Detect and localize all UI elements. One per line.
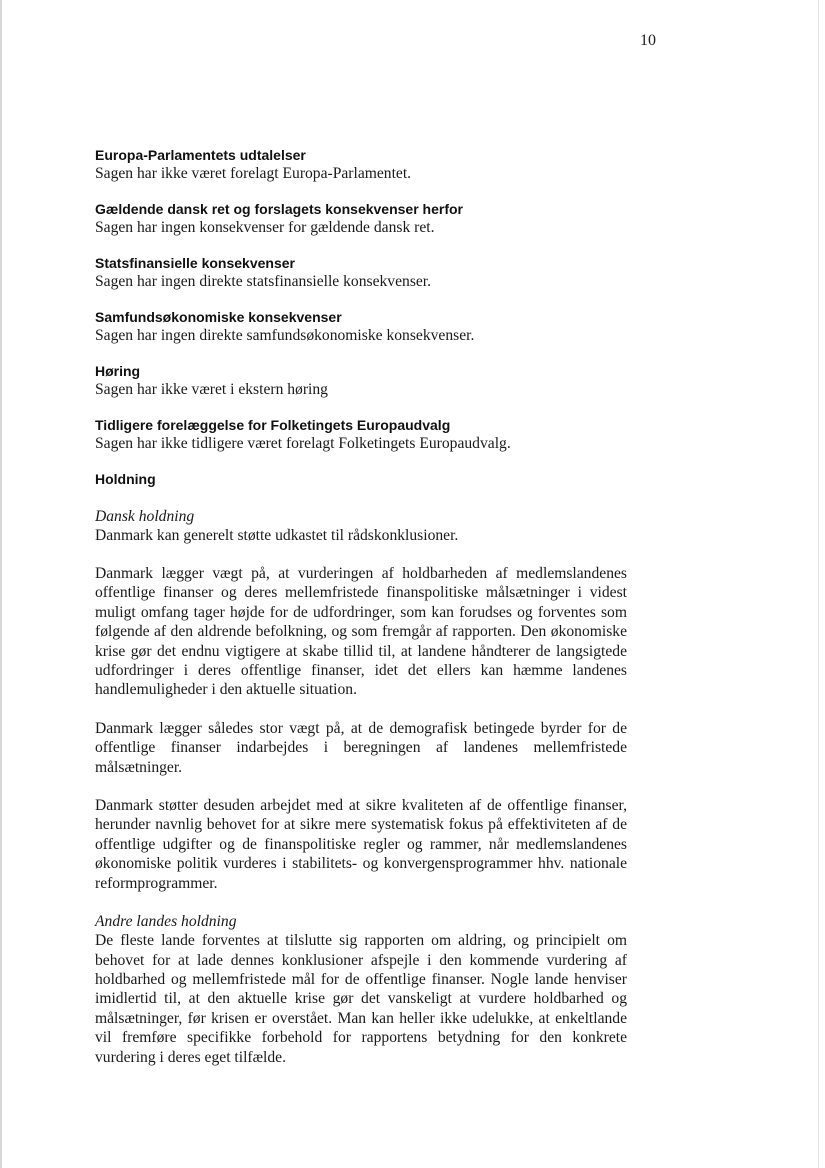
page-number: 10 (640, 32, 656, 49)
section-horing (95, 362, 627, 399)
section-text: Sagen har ikke været forelagt Europa-Parlamentet. (95, 165, 412, 182)
dansk-holdning-paragraph: Danmark lægger vægt på, at vurderingen af holdbarheden af medlemslandenes offentlige finanser og deres mellemfristede finanspolitiske målsætninger i videst muligt omfang tager højde for de udfordringer, som kan forudses og forventes som følgende af den aldrende befolkning, og som fremgår af rapporten. Den økonomiske krise gør det endnu vigtigere at skabe tillid til, at landene håndterer de langsigtede udfordringer i deres offentlige finanser, idet det ellers kan hæmme landenes handlemuligheder i den aktuelle situation. (95, 565, 627, 699)
section-heading: Samfundsøkonomiske konsekvenser (95, 309, 342, 325)
section-text: Sagen har ikke tidligere været forelagt Folketingets Europaudvalg. (95, 435, 511, 452)
section-holdning (95, 470, 627, 488)
section-statsfinansielle (95, 254, 627, 291)
section-europaudvalg (95, 416, 627, 453)
dansk-holdning-block (95, 507, 627, 545)
andre-landes-paragraph: De fleste lande forventes at tilslutte sig rapporten om aldring, og principielt om behovet for at lade dennes konklusioner afspejle i den kommende vurdering af holdbarhed og mellemfristede mål for de offentlige finanser. Nogle lande henviser imidlertid til, at den aktuelle krise gør det vanskeligt at vurdere holdbarhed og målsætninger, før krisen er overstået. Man kan heller ikke udelukke, at enkeltlande vil fremføre specifikke forbehold for rapportens betydning for den konkrete vurdering i deres eget tilfælde. (95, 932, 627, 1066)
scan-edge-left (0, 0, 2, 1168)
scan-edge-right (818, 0, 819, 1168)
section-heading: Europa-Parlamentets udtalelser (95, 147, 306, 163)
section-heading: Holdning (95, 471, 156, 487)
dansk-holdning-intro: Danmark kan generelt støtte udkastet til rådskonklusioner. (95, 527, 459, 544)
section-europa-parlamentet (95, 146, 627, 183)
section-dansk-ret (95, 200, 627, 237)
andre-landes-subheading: Andre landes holdning (95, 913, 237, 931)
section-heading: Statsfinansielle konsekvenser (95, 255, 295, 271)
document-body (95, 146, 627, 1067)
dansk-holdning-subheading: Dansk holdning (95, 508, 195, 525)
andre-landes-holdning-block (95, 912, 627, 1067)
dansk-holdning-paragraph: Danmark lægger således stor vægt på, at de demografisk betingede byrder for de offentlige finanser indarbejdes i beregningen af landenes mellemfristede målsætninger. (95, 719, 627, 776)
section-text: Sagen har ingen konsekvenser for gældende dansk ret. (95, 219, 435, 236)
section-heading: Gældende dansk ret og forslagets konsekvenser herfor (95, 201, 464, 217)
section-text: Sagen har ingen direkte samfundsøkonomiske konsekvenser. (95, 327, 475, 344)
section-text: Sagen har ingen direkte statsfinansielle konsekvenser. (95, 273, 432, 290)
section-heading: Tidligere forelæggelse for Folketingets Europaudvalg (95, 417, 451, 433)
dansk-holdning-paragraph: Danmark støtter desuden arbejdet med at sikre kvaliteten af de offentlige finanser, herunder navnlig behovet for at sikre mere systematisk fokus på effektiviteten af de offentlige udgifter og de finanspolitiske regler og rammer, når medlemslandenes økonomiske politik vurderes i stabilitets- og konvergensprogrammer hhv. nationale reformprogrammer. (95, 797, 627, 892)
section-text: Sagen har ikke været i ekstern høring (95, 381, 328, 398)
section-heading: Høring (95, 363, 141, 379)
section-samfundsokonomiske (95, 308, 627, 345)
